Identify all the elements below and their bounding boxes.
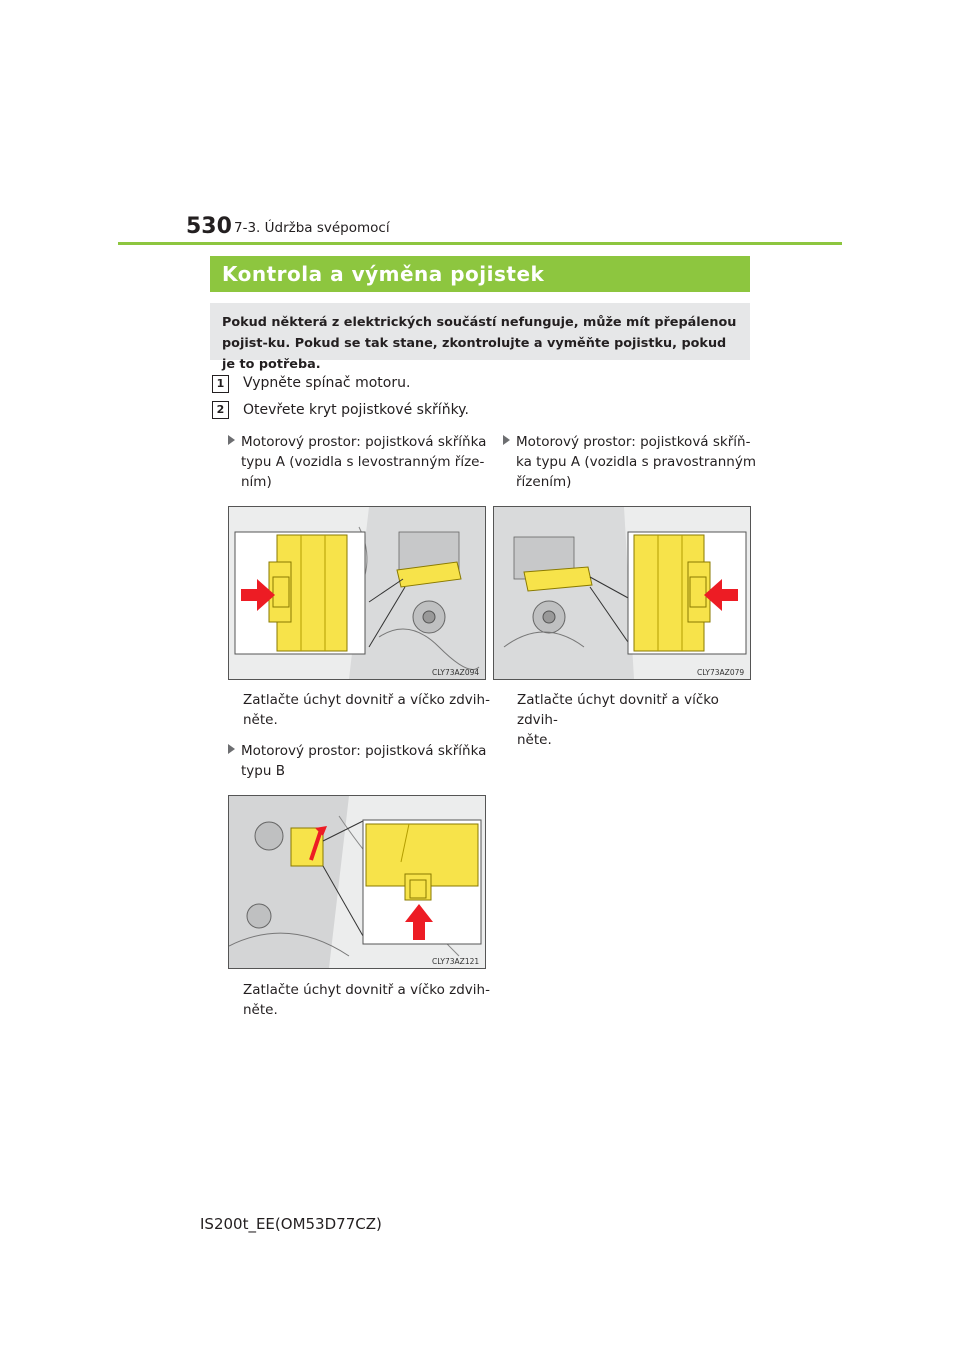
right-bullet-1: Motorový prostor: pojistková skříň- ka typu A (vozidla s pravostranným řízením) — [503, 432, 763, 492]
intro-box — [210, 303, 750, 372]
left-bullet-2: Motorový prostor: pojistková skříňka typu B — [228, 741, 498, 781]
figure-fuse-box-type-a-rhd — [493, 506, 751, 680]
page-number: 530 — [186, 214, 232, 239]
figure-code: CLY73AZ121 — [432, 957, 480, 966]
engine-illustration-type-b — [229, 796, 485, 968]
step-1-text: Vypněte spínač motoru. — [243, 375, 411, 391]
left-caption-3: Zatlačte úchyt dovnitř a víčko zdvih- něte. — [243, 982, 490, 1018]
section-heading-bar — [210, 256, 750, 292]
figure-fuse-box-type-a-lhd — [228, 506, 486, 680]
figure-fuse-box-type-b — [228, 795, 486, 969]
right-caption-1: Zatlačte úchyt dovnitř a víčko zdvih- něte. — [517, 692, 719, 748]
left-caption-1: Zatlačte úchyt dovnitř a víčko zdvih- něte. — [243, 692, 490, 728]
step-2-text: Otevřete kryt pojistkové skříňky. — [243, 402, 469, 418]
footer-model-code: IS200t_EE(OM53D77CZ) — [200, 1215, 382, 1233]
bullet-triangle-icon — [228, 435, 235, 445]
header-rule — [118, 242, 842, 245]
step-2-number: 2 — [212, 401, 229, 419]
step-1-number: 1 — [212, 375, 229, 393]
engine-illustration-rhd — [494, 507, 750, 679]
engine-illustration-lhd — [229, 507, 485, 679]
figure-code: CLY73AZ094 — [432, 668, 480, 677]
bullet-triangle-icon — [503, 435, 510, 445]
section-heading: Kontrola a výměna pojistek — [222, 262, 545, 286]
bullet-triangle-icon — [228, 744, 235, 754]
section-title: 7-3. Údržba svépomocí — [234, 220, 390, 236]
figure-code: CLY73AZ079 — [697, 668, 745, 677]
intro-text: Pokud některá z elektrických součástí nefunguje, může mít přepálenou pojist-ku. Pokud se tak stane, zkontrolujte a vyměňte pojistku, pokud je to potřeba. — [222, 315, 737, 372]
left-bullet-1: Motorový prostor: pojistková skříňka typu A (vozidla s levostranným říze- ním) — [228, 432, 498, 492]
